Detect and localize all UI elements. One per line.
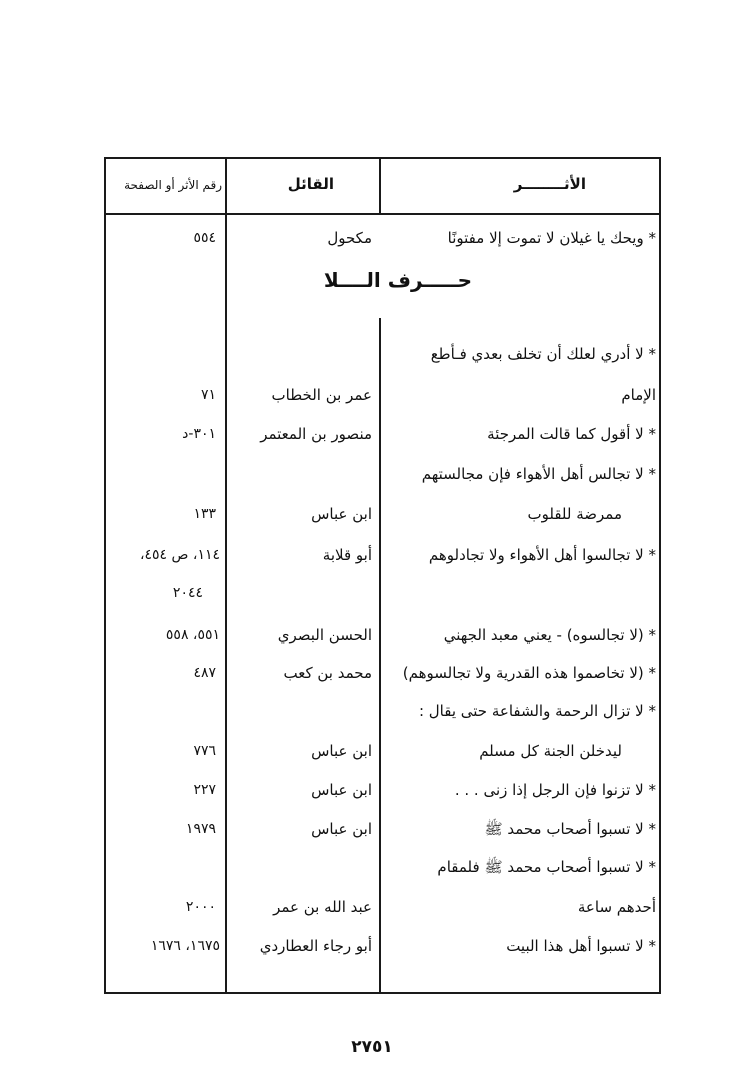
qail-text: محمد بن كعب [283, 664, 372, 682]
athar-text: * لا تزنوا فإن الرجل إذا زنى . . . [454, 781, 656, 799]
athar-text: * لا تسبوا أصحاب محمد ﷺ فلمقام [437, 858, 656, 876]
athar-text: * لا تجالس أهل الأهواء فإن مجالستهم [421, 465, 656, 483]
ref-text: ٢٠٤٤ [172, 585, 203, 601]
qail-text: عبد الله بن عمر [273, 898, 372, 916]
qail-text: الحسن البصري [277, 626, 372, 644]
qail-text: منصور بن المعتمر [260, 425, 372, 443]
header-athar: الأثــــــــر [513, 175, 586, 193]
ref-text: ١٣٣ [193, 506, 216, 522]
qail-text: عمر بن الخطاب [271, 386, 372, 404]
qail-text: ابن عباس [311, 505, 372, 523]
ref-text: ٥٥١، ٥٥٨ [165, 627, 220, 643]
ref-text: ٤٨٧ [193, 665, 216, 681]
ref-text: ١١٤، ص ٤٥٤، [139, 547, 220, 563]
qail-text: ابن عباس [311, 742, 372, 760]
athar-text: * لا تجالسوا أهل الأهواء ولا تجادلوهم [428, 546, 656, 564]
ref-text: ٧١ [200, 387, 216, 403]
qail-text: أبو رجاء العطاردي [259, 937, 372, 955]
section-title: حـــــرف الــــلا [323, 268, 472, 292]
athar-text: * لا أقول كما قالت المرجئة [487, 425, 656, 443]
ref-text: ٣٠١-د [182, 426, 216, 442]
ref-text: ١٩٧٩ [185, 821, 216, 837]
qail-text: ابن عباس [311, 781, 372, 799]
column-divider-left [225, 157, 227, 994]
ref-text: ٥٥٤ [193, 230, 216, 246]
ref-text: ٢٢٧ [193, 782, 216, 798]
qail-text: مكحول [327, 229, 372, 247]
athar-text: * لا تسبوا أصحاب محمد ﷺ [484, 820, 656, 838]
column-divider-right [379, 157, 381, 215]
athar-text: الإمام [621, 386, 656, 404]
header-divider [104, 213, 661, 215]
athar-text: * لا أدري لعلك أن تخلف بعدي فـأطع [430, 345, 656, 363]
qail-text: أبو قلابة [322, 546, 372, 564]
athar-text: * (لا تجالسوه) - يعني معبد الجهني [443, 626, 656, 644]
page-number: ٢٧٥١ [351, 1037, 393, 1057]
athar-text: أحدهم ساعة [577, 898, 656, 916]
qail-text: ابن عباس [311, 820, 372, 838]
athar-text: * لا تزال الرحمة والشفاعة حتى يقال : [418, 702, 656, 720]
ref-text: ١٦٧٥، ١٦٧٦ [150, 938, 220, 954]
athar-text: ممرضة للقلوب [527, 505, 622, 523]
athar-text: * ويحك يا غيلان لا تموت إلا مفتونًا [447, 229, 656, 247]
ref-text: ٢٠٠٠ [185, 899, 216, 915]
athar-text: * لا تسبوا أهل هذا البيت [506, 937, 656, 955]
athar-text: * (لا تخاصموا هذه القدرية ولا تجالسوهم) [402, 664, 656, 682]
column-divider-right-lower [379, 318, 381, 994]
athar-text: ليدخلن الجنة كل مسلم [479, 742, 622, 760]
header-ref: رقم الأثر أو الصفحة [124, 178, 222, 192]
header-qail: القائل [287, 175, 334, 193]
ref-text: ٧٧٦ [193, 743, 216, 759]
